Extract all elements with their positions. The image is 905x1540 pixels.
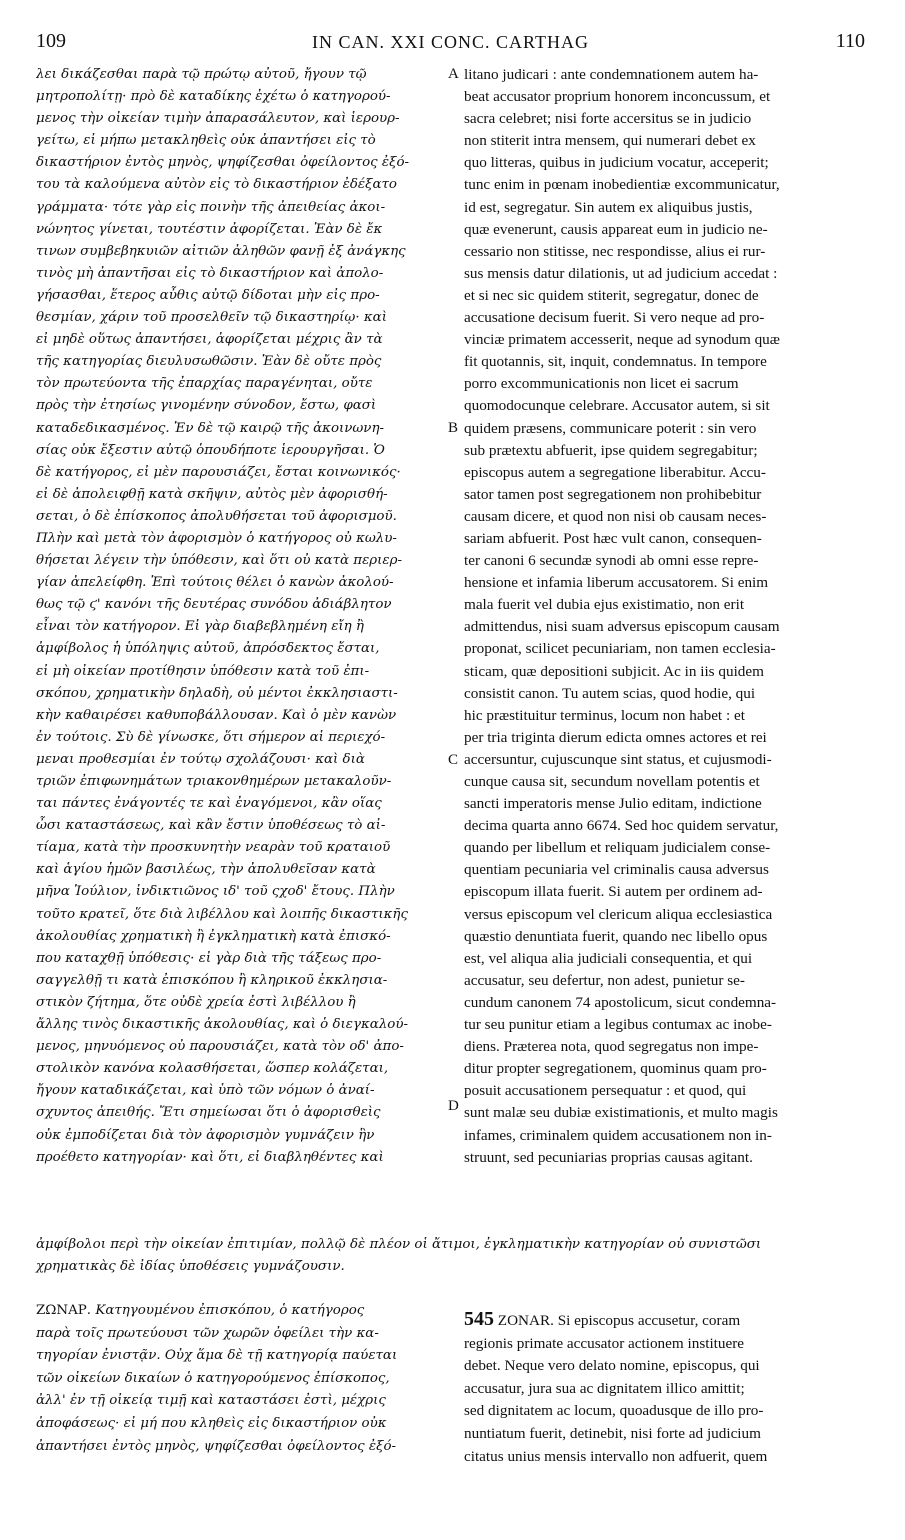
- greek-text-line: τίαμα, κατὰ τὴν προσκυνητὴν νεαρὰν τοῦ κραταιοῦ: [36, 840, 391, 856]
- latin-text-line: ditur propter segregationem, quominus quam pro-: [464, 1060, 767, 1078]
- latin-text-line: cunque causa sit, secundum novellam potentis et: [464, 773, 760, 790]
- latin-text-line: episcopus autem a segregatione liberabitur. Accu-: [464, 463, 766, 481]
- greek-text-line: στικὸν ζήτημα, ὅτε οὐδὲ χρεία ἐστὶ λιβέλλου ἢ: [36, 994, 356, 1010]
- margin-marker-d: D: [448, 1098, 459, 1114]
- greek-text-line: δικαστήριον ἐντὸς μηνὸς, ψηφίζεσθαι ὀφείλοντος ἐξό-: [36, 155, 410, 171]
- greek-text-line: λει δικάζεσθαι παρὰ τῷ πρώτῳ αὐτοῦ, ἤγουν τῷ: [36, 67, 367, 82]
- latin-text-line: litano judicari : ante condemnationem autem ha-: [464, 66, 759, 83]
- zonaras-greek-line: ἀλλ' ἐν τῇ οἰκείᾳ τιμῇ καὶ καταστάσει ἐστὶ, μέχρις: [36, 1393, 386, 1409]
- page-number-right: 110: [835, 30, 865, 52]
- greek-text-line: γίαν ἀπελείφθη. Ἐπὶ τούτοις θέλει ὁ κανὼν ἀκολού-: [36, 575, 394, 591]
- running-title: IN CAN. XXI CONC. CARTHAG: [312, 32, 589, 52]
- greek-text-line: μεναι προθεσμίαι ἐν τούτῳ σχολάζουσι· καὶ διὰ: [36, 751, 365, 767]
- latin-text-line: id est, segregatur. Sin autem ex aliquibus justis,: [464, 198, 753, 216]
- latin-text-line: quando per libellum et reliquam judicialem conse-: [464, 839, 771, 857]
- latin-text-line: porro excommunicationis non licet ei sacrum: [464, 375, 739, 393]
- latin-text-column: [464, 64, 866, 1169]
- latin-text-line: sunt malæ seu dubiæ existimationis, et multo magis: [464, 1104, 778, 1122]
- margin-marker-b: B: [448, 420, 459, 436]
- greek-text-line: ἀκολουθίας χρηματικὴ ἢ ἐγκληματικὴ κατὰ ἐπισκό-: [36, 928, 391, 944]
- greek-text-line: εἰ μὴ οἰκείαν προτίθησιν ὑπόθεσιν κατὰ τοῦ ἐπι-: [36, 663, 370, 679]
- page-number-left: 109: [36, 30, 66, 52]
- greek-text-line: θήσεται λέγειν τὴν ὑπόθεσιν, καὶ ὅτι οὐ κατὰ περιερ-: [36, 553, 402, 569]
- margin-marker-c: C: [448, 752, 459, 768]
- greek-text-line: καὶ ἁγίου ἡμῶν βασιλέως, τὴν ἀπολυθεῖσαν κατὰ: [36, 862, 376, 878]
- latin-text-line: sacra celebret; nisi forte accersitus se in judicio: [464, 110, 752, 128]
- greek-text-line: σεται, ὁ δὲ ἐπίσκοπος ἀπολυθήσεται τοῦ ἀφορισμοῦ.: [36, 508, 397, 524]
- greek-text-line: γείτω, εἰ μήπω μετακληθεὶς οὐκ ἀπαντήσει εἰς τὸ: [36, 133, 376, 149]
- latin-text-line: episcopum illata fuerit. Si autem per ordinem ad-: [464, 883, 763, 901]
- greek-text-line: οὐκ ἐμποδίζεται διὰ τὸν ἀφορισμὸν γυμνάζειν ἣν: [36, 1127, 375, 1143]
- zonaras-greek-line: ἀπαντήσει ἐντὸς μηνὸς, ψηφίζεσθαι ὀφείλοντος ἐξό-: [36, 1438, 397, 1454]
- latin-text-line: accersuntur, cujuscunque sint status, et cujusmodi-: [464, 750, 772, 768]
- latin-text-line: struunt, sed pecuniarias proprias causas agitant.: [464, 1148, 753, 1166]
- latin-text-line: posuit accusationem persequatur : et quod, qui: [464, 1082, 747, 1100]
- latin-text-line: causam dicere, et quod non nisi ob causam neces-: [464, 507, 767, 525]
- zonaras-latin-line: Si episcopus accusetur, coram: [557, 1312, 741, 1329]
- margin-marker-a: A: [448, 66, 459, 82]
- greek-text-line: Πλὴν καὶ μετὰ τὸν ἀφορισμὸν ὁ κατήγορος οὐ κωλυ-: [36, 530, 397, 546]
- greek-text-line: τριῶν ἐπιφωνημάτων τριακονθημέρων μετακαλοῦν-: [36, 774, 392, 789]
- latin-text-line: proponat, scilicet pecuniariam, non tamen ecclesia-: [464, 640, 776, 658]
- latin-text-line: quæstio denuntiata fuerit, quando nec libello opus: [464, 927, 768, 945]
- greek-text-line: ται πάντες ἐνάγοντές τε καὶ ἐναγόμενοι, κἂν οἵας: [36, 796, 382, 812]
- latin-text-line: vinciæ primatem accesserit, neque ad synodum quæ: [464, 331, 780, 349]
- zonaras-latin-section: [464, 1308, 866, 1468]
- zonaras-greek-body: [36, 1323, 444, 1459]
- full-width-line: ἀμφίβολοι περὶ τὴν οἰκείαν ἐπιτιμίαν, πολλῷ δὲ πλέον οἱ ἄτιμοι, ἐγκληματικὴν κατηγορίαν οὐ συνιστῶσι: [36, 1237, 762, 1252]
- greek-text-line: πρὸς τὴν ἐτησίως γινομένην σύνοδον, ἔστω, φασὶ: [36, 398, 377, 414]
- zonaras-latin-line: regionis primate accusator actionem instituere: [464, 1334, 745, 1352]
- full-width-line: χρηματικὰς δὲ ἰδίας ὑποθέσεις γυμνάζουσιν.: [36, 1259, 345, 1274]
- greek-text-line: ἐν τούτοις. Σὺ δὲ γίνωσκε, ὅτι σήμερον αἱ περιεχό-: [36, 729, 386, 745]
- greek-text-line: ἤγουν καταδικάζεται, καὶ ὑπὸ τῶν νόμων ὁ ἀναί-: [36, 1083, 375, 1099]
- latin-text-line: sariam abfuerit. Post hæc vult canon, consequen-: [464, 529, 762, 547]
- greek-text-line: προέθετο κατηγορίαν· καὶ ὅτι, εἰ διαβληθέντες καὶ: [36, 1149, 384, 1165]
- latin-text-line: sator tamen post segregationem non prohibebitur: [464, 485, 762, 503]
- latin-text-line: mala fuerit vel dubia ejus existimatio, non erit: [464, 596, 745, 614]
- latin-text-line: per tria triginta dierum edicta omnes actores et rei: [464, 728, 767, 746]
- greek-text-line: σίας οὐκ ἔξεστιν αὐτῷ ὁπουδήποτε ἱερουργῆσαι. Ὁ: [36, 442, 385, 458]
- latin-text-line: sus mensis datur dilationis, ut ad judicium accedat :: [464, 264, 778, 282]
- full-width-greek-lines: [36, 1234, 866, 1278]
- greek-text-line: μενος τὴν οἰκείαν τιμὴν ἀπαρασάλευτον, καὶ ἱερουρ-: [36, 111, 400, 127]
- section-number: 545: [464, 1308, 494, 1330]
- greek-text-line: τὸν πρωτεύοντα τῆς ἐπαρχίας παραγένηται, οὔτε: [36, 376, 373, 392]
- latin-text-line: hensione et infamia liberum accusatorem. Si enim: [464, 574, 769, 592]
- greek-text-line: κὴν καθαιρέσει καθυποβάλλουσαν. Καὶ ὁ μὲν κανὼν: [36, 707, 397, 723]
- latin-text-line: infames, criminalem quidem accusationem non in-: [464, 1126, 772, 1144]
- latin-text-line: sticam, quæ depositioni subjicit. Ac in iis quidem: [464, 662, 764, 680]
- zonaras-greek-line: Κατηγουμένου ἐπισκόπου, ὁ κατήγορος: [95, 1303, 365, 1318]
- zonaras-greek-line: παρὰ τοῖς πρωτεύουσι τῶν χωρῶν ὀφείλει τὴν κα-: [36, 1325, 379, 1341]
- latin-text-line: fit quotannis, sit, inquit, condemnatus. In tempore: [464, 353, 767, 371]
- latin-text-line: versus episcopum vel clericum aliqua ecclesiastica: [464, 905, 773, 923]
- greek-text-line: μῆνα Ἰούλιον, ἰνδικτιῶνος ιδ' τοῦ ςχοδ' ἔτους. Πλὴν: [36, 884, 395, 900]
- greek-text-line: ὦσι καταστάσεως, καὶ κἂν ἔστιν ὑποθέσεως τὸ αἰ-: [36, 818, 386, 834]
- zonaras-greek-line: τῶν οἰκείων δικαίων ὁ κατηγορούμενος ἐπίσκοπος,: [36, 1370, 390, 1386]
- zonaras-greek-line: τηγορίαν ἐνιστᾷν. Οὐχ ἅμα δὲ τῇ κατηγορίᾳ παύεται: [36, 1348, 398, 1364]
- latin-text-line: admittendus, nisi suam adversus episcopum causam: [464, 618, 780, 636]
- latin-text-line: est, vel aliqua alia judiciali consequentia, et qui: [464, 949, 753, 967]
- greek-text-column: [36, 64, 444, 1169]
- greek-text-line: καταδεδικασμένος. Ἐν δὲ τῷ καιρῷ τῆς ἀκοινωνη-: [36, 420, 384, 436]
- greek-text-line: εἶναι τὸν κατήγορον. Εἰ γὰρ διαβεβλημένη εἴη ἢ: [36, 619, 364, 635]
- latin-text-line: accusatione decisum fuerit. Si vero neque ad pro-: [464, 309, 765, 327]
- zonaras-latin-body: [464, 1333, 866, 1469]
- latin-text-line: diens. Præterea nota, quod segregatus non impe-: [464, 1038, 759, 1056]
- latin-text-line: quidem præsens, communicare poterit : sin vero: [464, 419, 757, 437]
- greek-text-line: σχυντος ἀπειθής. Ἔτι σημείωσαι ὅτι ὁ ἀφορισθεὶς: [36, 1105, 381, 1121]
- latin-text-line: et si nec sic quidem stiterit, segregatur, donec de: [464, 286, 759, 304]
- zonaras-greek-line: ἀποφάσεως· εἰ μή που κληθεὶς εἰς δικαστήριον οὐκ: [36, 1415, 387, 1431]
- greek-text-line: θως τῷ ϛ' κανόνι τῆς δευτέρας συνόδου ἀδιάβλητον: [36, 597, 392, 613]
- greek-text-line: τινων συμβεβηκυιῶν αἰτιῶν ἀληθῶν φανῇ ἐξ ἀνάγκης: [36, 243, 406, 259]
- greek-text-line: μητροπολίτῃ· πρὸ δὲ καταδίκης ἐχέτω ὁ κατηγορού-: [36, 89, 391, 105]
- latin-text-line: quæ evenerunt, causis appareat eum in judicio ne-: [464, 220, 768, 238]
- greek-text-line: του τὰ καλούμενα αὐτὸν εἰς τὸ δικαστήριον ἐδέξατο: [36, 177, 397, 193]
- greek-text-line: στολικὸν κανόνα κολασθήσεται, ὥσπερ κολάζεται,: [36, 1061, 389, 1077]
- greek-text-line: θεσμίαν, χάριν τοῦ προσελθεῖν τῷ δικαστηρίῳ· καὶ: [36, 310, 387, 326]
- greek-text-line: σαγγελθῇ τι κατὰ ἐπισκόπου ἢ κληρικοῦ ἐκκλησια-: [36, 972, 388, 988]
- latin-text-line: tur seu punitur etiam a legibus contumax ac inobe-: [464, 1016, 772, 1034]
- latin-text-line: non stiterit intra mensem, qui numerari debet ex: [464, 132, 756, 150]
- latin-text-line: tunc enim in pœnam inobedientiæ excommunicatur,: [464, 176, 780, 194]
- latin-text-line: ter canoni 6 secundæ synodi ab omni esse repre-: [464, 552, 759, 570]
- greek-text-line: νώνητος γίνεται, τουτέστιν ἀφορίζεται. Ἐὰν δὲ ἔκ: [36, 221, 383, 237]
- latin-text-line: hic præstituitur terminus, locum non habet : et: [464, 706, 745, 724]
- greek-text-line: δὲ κατήγορος, εἰ μὲν παρουσιάζει, ἔσται κοινωνικός·: [36, 464, 401, 480]
- zonaras-latin-line: sed dignitatem ac locum, quoadusque de illo pro-: [464, 1402, 764, 1420]
- zonaras-latin-line: nuntiatum fuerit, detinebit, nisi forte ad judicium: [464, 1424, 761, 1442]
- greek-text-line: σκόπου, χρηματικὴν δηλαδὴ, οὐ μέντοι ἐκκλησιαστι-: [36, 685, 398, 701]
- latin-text-line: cundum canonem 74 apostolicum, sicut condemna-: [464, 993, 777, 1011]
- zonaras-latin-label: ZONAR.: [497, 1312, 554, 1329]
- page-header: [36, 30, 865, 56]
- greek-text-line: τινὸς μὴ ἀπαντῆσαι εἰς τὸ δικαστήριον καὶ ἀπολο-: [36, 265, 384, 281]
- latin-text-line: accusatur, seu defertur, non adest, punietur se-: [464, 971, 745, 989]
- zonaras-latin-line: citatus unius mensis intervallo non adfuerit, quem: [464, 1447, 768, 1465]
- latin-text-line: beat accusator proprium honorem inconcussum, et: [464, 88, 771, 106]
- zonaras-greek-label: ΖΩΝΑΡ.: [36, 1303, 92, 1318]
- latin-text-line: consistit canon. Tu autem scias, quod hodie, qui: [464, 684, 756, 702]
- latin-text-line: quo litteras, quibus in judicium vocatur, acceperit;: [464, 154, 769, 172]
- greek-text-line: ἀμφίβολος ἡ ὑπόληψις αὐτοῦ, ἀπρόσδεκτος ἔσται,: [36, 641, 380, 657]
- latin-text-line: quomodocunque celebrare. Accusator autem, si sit: [464, 397, 770, 415]
- greek-text-line: εἰ μηδὲ οὕτως ἀπαντήσει, ἀφορίζεται μέχρις ἂν τὰ: [36, 332, 383, 348]
- greek-text-line: που καταχθῇ ὑπόθεσις· εἰ γὰρ διὰ τῆς τάξεως προ-: [36, 950, 382, 966]
- greek-text-line: τῆς κατηγορίας διευλυσωθῶσιν. Ἐὰν δὲ οὔτε πρὸς: [36, 354, 382, 370]
- latin-text-line: quentiam pecuniaria vel criminalis causa adversus: [464, 861, 769, 879]
- zonaras-latin-line: debet. Neque vero delato nomine, episcopus, qui: [464, 1357, 760, 1375]
- greek-text-line: γήσασθαι, ἕτερος αὖθις αὐτῷ δίδοται μὴν εἰς προ-: [36, 287, 380, 303]
- greek-text-line: γράμματα· τότε γὰρ εἰς ποινὴν τῆς ἀπειθείας ἀκοι-: [36, 199, 386, 215]
- greek-text-line: μενος, μηνυόμενος οὐ παρουσιάζει, κατὰ τὸν οδ' ἀπο-: [36, 1039, 404, 1055]
- latin-text-line: sub prætextu abfuerit, ipse quidem segregabitur;: [464, 441, 758, 459]
- latin-text-line: cessario non stitisse, nec respondisse, alius ei rur-: [464, 242, 766, 260]
- greek-text-line: τοῦτο κρατεῖ, ὅτε διὰ λιβέλλου καὶ λοιπῆς δικαστικῆς: [36, 906, 408, 922]
- greek-text-line: ἄλλης τινὸς δικαστικῆς ἀκολουθίας, καὶ ὁ διεγκαλού-: [36, 1017, 409, 1033]
- latin-text-line: sancti imperatoris mense Julio editam, indictione: [464, 795, 762, 813]
- zonaras-greek-section: [36, 1300, 444, 1458]
- greek-text-line: εἰ δὲ ἀπολειφθῇ κατὰ σκῆψιν, αὐτὸς μὲν ἀφορισθή-: [36, 486, 388, 502]
- latin-text-line: decima quarta anno 6674. Sed hoc quidem servatur,: [464, 817, 779, 835]
- zonaras-latin-line: accusatur, jura sua ac dignitatem illico amittit;: [464, 1379, 745, 1397]
